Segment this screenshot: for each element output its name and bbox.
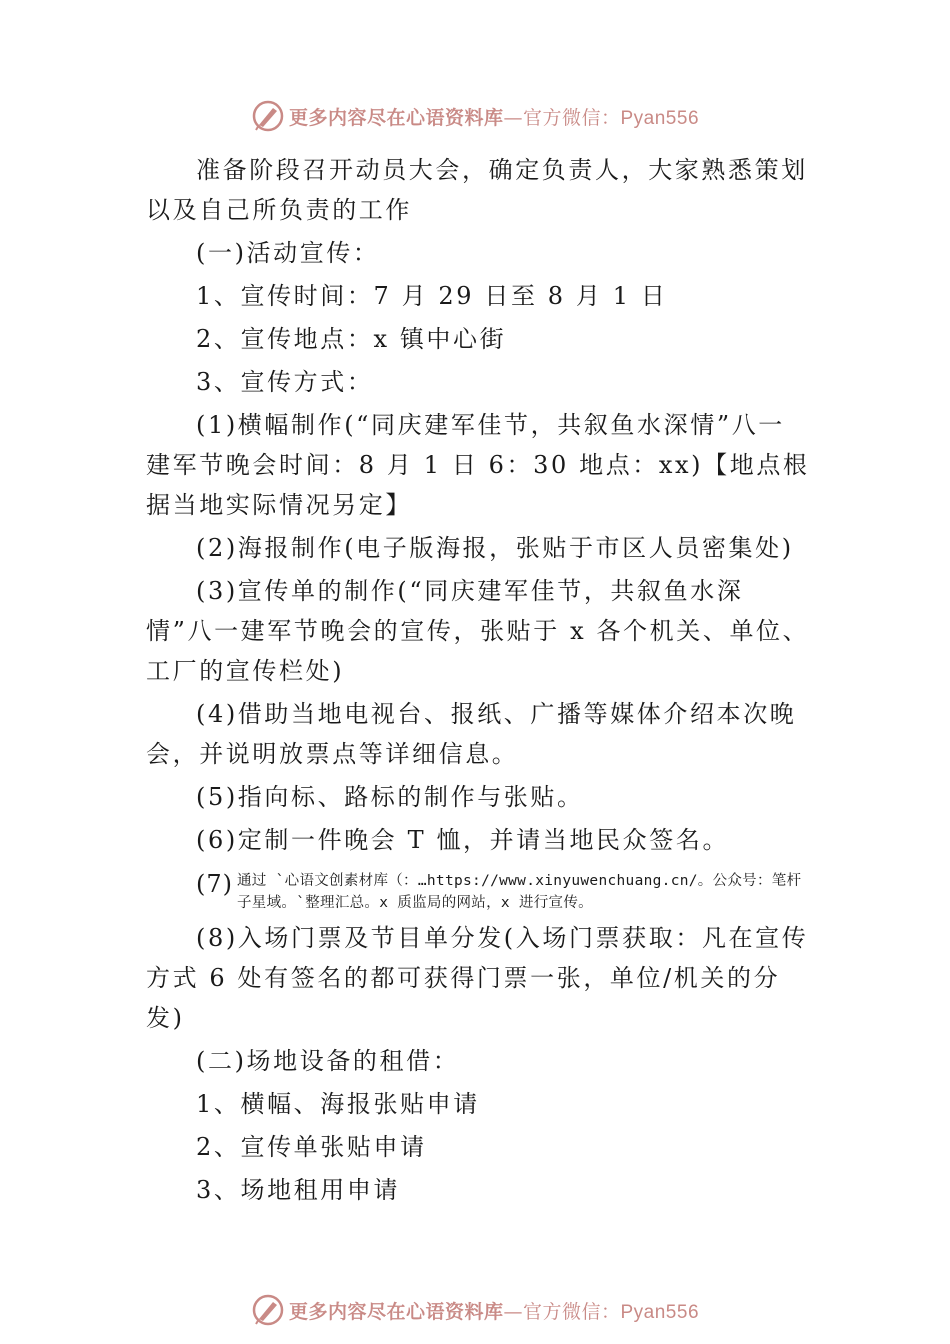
quill-pen-logo-icon <box>251 99 285 133</box>
footer-watermark <box>0 1290 950 1330</box>
list-item: (8)入场门票及节目单分发(入场门票获取：凡在宣传方式 6 处有签名的都可获得门票一张，单位/机关的分发) <box>146 924 809 1032</box>
list-item: 2、宣传单张贴申请 <box>196 1133 427 1161</box>
list-item-7 <box>146 864 810 914</box>
list-item: (3)宣传单的制作(“同庆建军佳节，共叙鱼水深情”八一建军节晚会的宣传，张贴于 x 各个机关、单位、工厂的宣传栏处) <box>146 577 810 685</box>
list-item: (6)定制一件晚会 T 恤，并请当地民众签名。 <box>196 826 730 854</box>
section-heading-publicity: (一)活动宣传： <box>196 239 380 267</box>
list-item: 1、宣传时间：7 月 29 日至 8 月 1 日 <box>196 282 668 310</box>
list-item-number: (7) <box>196 870 233 898</box>
list-item: (1)横幅制作(“同庆建军佳节，共叙鱼水深情”八一建军节晚会时间：8 月 1 日 6：30 地点：xx)【地点根据当地实际情况另定】 <box>146 411 810 519</box>
list-item: 2、宣传地点：x 镇中心街 <box>196 325 507 353</box>
watermark-text: 更多内容尽在心语资料库—官方微信：Pyan556 <box>288 106 700 129</box>
watermark-text: 更多内容尽在心语资料库—官方微信：Pyan556 <box>288 1300 700 1323</box>
list-item: 3、宣传方式： <box>196 368 374 396</box>
list-item: (5)指向标、路标的制作与张贴。 <box>196 783 584 811</box>
paragraph-intro: 准备阶段召开动员大会，确定负责人，大家熟悉策划以及自己所负责的工作 <box>146 156 808 224</box>
section-heading-equipment: (二)场地设备的租借： <box>196 1047 460 1075</box>
header-watermark <box>0 96 950 136</box>
list-item: (4)借助当地电视台、报纸、广播等媒体介绍本次晚会，并说明放票点等详细信息。 <box>146 700 797 768</box>
document-body <box>146 150 810 1213</box>
quill-pen-logo-icon <box>251 1293 285 1327</box>
list-item-small-text: 通过 `心语文创素材库（：…https://www.xinyuwenchuang.cn/。公众号：笔杆子星域。`整理汇总。x 质监局的网站，x 进行宣传。 <box>237 873 802 911</box>
list-item: (2)海报制作(电子版海报，张贴于市区人员密集处) <box>196 534 794 562</box>
list-item: 3、场地租用申请 <box>196 1176 401 1204</box>
list-item: 1、横幅、海报张贴申请 <box>196 1090 480 1118</box>
